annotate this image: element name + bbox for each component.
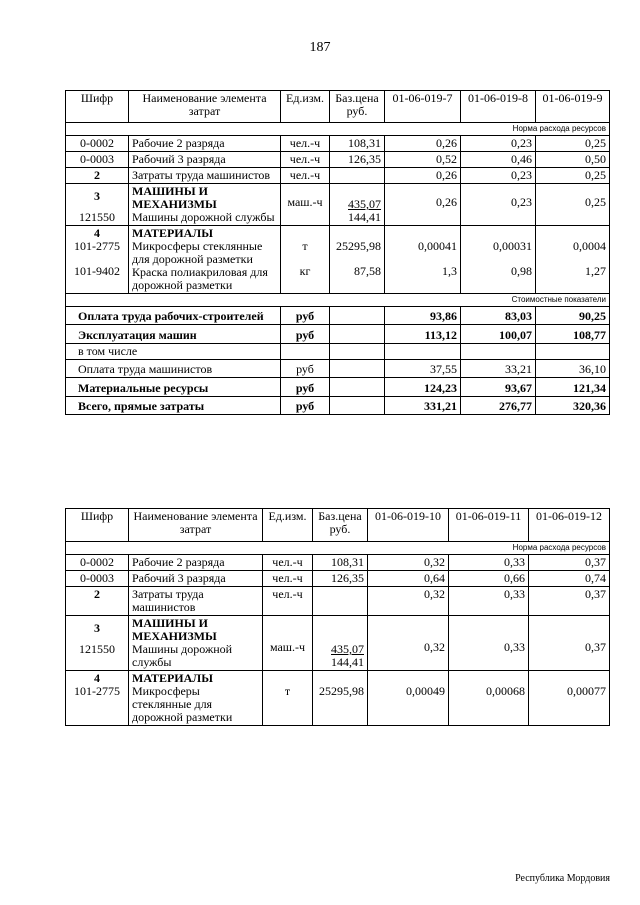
row-unit: чел.-ч xyxy=(281,168,330,184)
row-code: 0-0002 xyxy=(66,136,129,152)
row-code xyxy=(66,671,129,726)
row-price xyxy=(330,184,385,226)
section-title: МАШИНЫ И МЕХАНИЗМЫ xyxy=(132,616,217,643)
row-value-3: 0,25 xyxy=(536,184,610,226)
summary-unit xyxy=(281,344,330,360)
summary-value-2: 33,21 xyxy=(461,360,536,378)
summary-value-1 xyxy=(385,344,461,360)
row-value-2: 0,66 xyxy=(449,571,529,587)
row-price: 108,31 xyxy=(330,136,385,152)
summary-price xyxy=(330,307,385,325)
header-col-3: 01-06-019-9 xyxy=(536,91,610,123)
table-row xyxy=(66,571,610,587)
table-header xyxy=(66,91,610,123)
row-value-3: 0,37 xyxy=(529,587,610,616)
row-value-1: 0,32 xyxy=(368,587,449,616)
item-price: 25295,98 xyxy=(336,239,381,253)
row-value-1 xyxy=(385,226,461,294)
summary-row xyxy=(66,325,610,344)
price-bottom: 144,41 xyxy=(331,655,364,669)
row-unit: чел.-ч xyxy=(263,571,313,587)
summary-value-2: 93,67 xyxy=(461,378,536,397)
summary-name: Материальные ресурсы xyxy=(66,378,281,397)
footer-region: Республика Мордовия xyxy=(515,873,610,884)
summary-value-2: 83,03 xyxy=(461,307,536,325)
price-top: 435,07 xyxy=(348,197,381,211)
summary-name: Оплата труда рабочих-строителей xyxy=(66,307,281,325)
header-name: Наименование элемента затрат xyxy=(129,91,281,123)
row-value-3: 0,50 xyxy=(536,152,610,168)
table-row xyxy=(66,184,610,226)
summary-unit: руб xyxy=(281,307,330,325)
header-price: Баз.цена руб. xyxy=(313,509,368,542)
row-code xyxy=(66,616,129,671)
norm-row xyxy=(66,542,610,555)
table-row xyxy=(66,226,610,294)
summary-row xyxy=(66,307,610,325)
row-unit: чел.-ч xyxy=(263,555,313,571)
row-value-1: 0,26 xyxy=(385,136,461,152)
row-value-2: 0,33 xyxy=(449,555,529,571)
table-row xyxy=(66,152,610,168)
row-unit: чел.-ч xyxy=(263,587,313,616)
summary-value-1: 113,12 xyxy=(385,325,461,344)
summary-unit: руб xyxy=(281,360,330,378)
table-row xyxy=(66,587,610,616)
row-value-2: 0,33 xyxy=(449,587,529,616)
row-price: 126,35 xyxy=(313,571,368,587)
summary-value-3: 121,34 xyxy=(536,378,610,397)
cost-label: Стоимостные показатели xyxy=(66,294,610,307)
item-code: 101-2775 xyxy=(74,239,120,253)
header-col-3: 01-06-019-12 xyxy=(529,509,610,542)
row-name xyxy=(129,184,281,226)
table-row xyxy=(66,168,610,184)
header-unit: Ед.изм. xyxy=(263,509,313,542)
header-col-1: 01-06-019-7 xyxy=(385,91,461,123)
row-code xyxy=(66,226,129,294)
item-unit: т xyxy=(284,684,291,698)
resource-table-2 xyxy=(65,508,610,726)
row-name: Затраты труда машинистов xyxy=(129,168,281,184)
row-value-2: 0,33 xyxy=(449,616,529,671)
row-price xyxy=(330,226,385,294)
row-price xyxy=(313,587,368,616)
item-value: 1,27 xyxy=(585,264,606,278)
summary-price xyxy=(330,360,385,378)
row-value-2: 0,23 xyxy=(461,168,536,184)
row-value-3: 0,37 xyxy=(529,555,610,571)
item-value: 0,0004 xyxy=(573,239,606,253)
row-name: Рабочие 2 разряда xyxy=(129,555,263,571)
item-code: 121550 xyxy=(79,642,115,656)
row-price: 126,35 xyxy=(330,152,385,168)
row-value-3: 0,37 xyxy=(529,616,610,671)
summary-row xyxy=(66,360,610,378)
row-value-2: 0,23 xyxy=(461,136,536,152)
item-code: 121550 xyxy=(79,210,115,224)
item-unit: кг xyxy=(299,264,311,278)
item-price: 87,58 xyxy=(354,264,381,278)
row-value-3 xyxy=(536,226,610,294)
row-name: Рабочие 2 разряда xyxy=(129,136,281,152)
row-value-2: 0,46 xyxy=(461,152,536,168)
row-name: Затраты труда машинистов xyxy=(129,587,263,616)
item-value: 0,00031 xyxy=(493,239,532,253)
row-price xyxy=(330,168,385,184)
header-col-2: 01-06-019-8 xyxy=(461,91,536,123)
summary-name: Всего, прямые затраты xyxy=(66,397,281,415)
item-name: Машины дорожной службы xyxy=(132,210,275,224)
summary-value-2: 276,77 xyxy=(461,397,536,415)
summary-value-3: 36,10 xyxy=(536,360,610,378)
header-col-2: 01-06-019-11 xyxy=(449,509,529,542)
row-name xyxy=(129,616,263,671)
row-code: 0-0003 xyxy=(66,152,129,168)
cost-row xyxy=(66,294,610,307)
row-price: 108,31 xyxy=(313,555,368,571)
summary-value-3: 90,25 xyxy=(536,307,610,325)
item-code: 101-2775 xyxy=(74,684,120,698)
header-unit: Ед.изм. xyxy=(281,91,330,123)
item-price: 25295,98 xyxy=(319,684,364,698)
summary-unit: руб xyxy=(281,378,330,397)
section-code: 3 xyxy=(94,189,100,203)
row-price xyxy=(313,671,368,726)
row-value-3: 0,74 xyxy=(529,571,610,587)
table-header xyxy=(66,509,610,542)
summary-price xyxy=(330,344,385,360)
item-name: Микросферы стеклянные для дорожной разметки xyxy=(132,239,263,266)
summary-value-3 xyxy=(536,344,610,360)
section-title: МАТЕРИАЛЫ xyxy=(132,671,213,685)
row-value-1: 0,32 xyxy=(368,555,449,571)
item-value: 0,00068 xyxy=(486,684,525,698)
row-value-1: 0,26 xyxy=(385,168,461,184)
summary-price xyxy=(330,325,385,344)
item-name: Краска полиакриловая для дорожной разметки xyxy=(132,265,268,292)
row-unit: маш.-ч xyxy=(281,184,330,226)
section-title: МАШИНЫ И МЕХАНИЗМЫ xyxy=(132,184,217,211)
norm-row xyxy=(66,123,610,136)
row-code: 2 xyxy=(66,168,129,184)
norm-label: Норма расхода ресурсов xyxy=(66,542,610,555)
item-value: 0,00049 xyxy=(406,684,445,698)
table-row xyxy=(66,671,610,726)
row-unit: маш.-ч xyxy=(263,616,313,671)
header-name: Наименование элемента затрат xyxy=(129,509,263,542)
row-value-1 xyxy=(368,671,449,726)
summary-row xyxy=(66,378,610,397)
norm-label: Норма расхода ресурсов xyxy=(66,123,610,136)
row-unit xyxy=(281,226,330,294)
resource-table-1 xyxy=(65,90,610,415)
summary-value-3: 320,36 xyxy=(536,397,610,415)
page-number: 187 xyxy=(309,40,331,55)
row-value-3 xyxy=(529,671,610,726)
item-value: 1,3 xyxy=(442,264,457,278)
row-value-2 xyxy=(449,671,529,726)
header-code: Шифр xyxy=(66,91,129,123)
summary-unit: руб xyxy=(281,397,330,415)
row-value-1: 0,52 xyxy=(385,152,461,168)
row-value-3: 0,25 xyxy=(536,168,610,184)
summary-value-2 xyxy=(461,344,536,360)
row-price xyxy=(313,616,368,671)
summary-name: Эксплуатация машин xyxy=(66,325,281,344)
row-unit xyxy=(263,671,313,726)
row-name xyxy=(129,671,263,726)
row-code xyxy=(66,184,129,226)
row-unit: чел.-ч xyxy=(281,136,330,152)
section-code: 4 xyxy=(94,671,100,685)
item-code: 101-9402 xyxy=(74,264,120,278)
row-value-1: 0,32 xyxy=(368,616,449,671)
table-row xyxy=(66,136,610,152)
row-value-3: 0,25 xyxy=(536,136,610,152)
summary-value-1: 124,23 xyxy=(385,378,461,397)
summary-name: в том числе xyxy=(66,344,281,360)
row-code: 2 xyxy=(66,587,129,616)
summary-value-2: 100,07 xyxy=(461,325,536,344)
item-unit: т xyxy=(302,239,308,253)
row-value-2 xyxy=(461,226,536,294)
summary-price xyxy=(330,378,385,397)
item-name: Машины дорожной службы xyxy=(132,642,233,669)
row-unit: чел.-ч xyxy=(281,152,330,168)
price-bottom: 144,41 xyxy=(348,210,381,224)
item-value: 0,00041 xyxy=(418,239,457,253)
item-value: 0,98 xyxy=(511,264,532,278)
section-title: МАТЕРИАЛЫ xyxy=(132,226,213,240)
header-price: Баз.цена руб. xyxy=(330,91,385,123)
summary-value-1: 37,55 xyxy=(385,360,461,378)
row-code: 0-0002 xyxy=(66,555,129,571)
summary-value-1: 93,86 xyxy=(385,307,461,325)
row-code: 0-0003 xyxy=(66,571,129,587)
row-name: Рабочий 3 разряда xyxy=(129,571,263,587)
summary-price xyxy=(330,397,385,415)
section-code: 3 xyxy=(94,621,100,635)
row-name xyxy=(129,226,281,294)
row-name: Рабочий 3 разряда xyxy=(129,152,281,168)
summary-row xyxy=(66,397,610,415)
item-value: 0,00077 xyxy=(567,684,606,698)
summary-row xyxy=(66,344,610,360)
price-top: 435,07 xyxy=(331,642,364,656)
summary-unit: руб xyxy=(281,325,330,344)
row-value-1: 0,64 xyxy=(368,571,449,587)
row-value-2: 0,23 xyxy=(461,184,536,226)
summary-value-1: 331,21 xyxy=(385,397,461,415)
item-name: Микросферы стеклянные для дорожной разметки xyxy=(132,684,233,724)
header-col-1: 01-06-019-10 xyxy=(368,509,449,542)
section-code: 4 xyxy=(94,226,100,240)
row-value-1: 0,26 xyxy=(385,184,461,226)
table-row xyxy=(66,555,610,571)
header-code: Шифр xyxy=(66,509,129,542)
summary-value-3: 108,77 xyxy=(536,325,610,344)
table-row xyxy=(66,616,610,671)
summary-name: Оплата труда машинистов xyxy=(66,360,281,378)
